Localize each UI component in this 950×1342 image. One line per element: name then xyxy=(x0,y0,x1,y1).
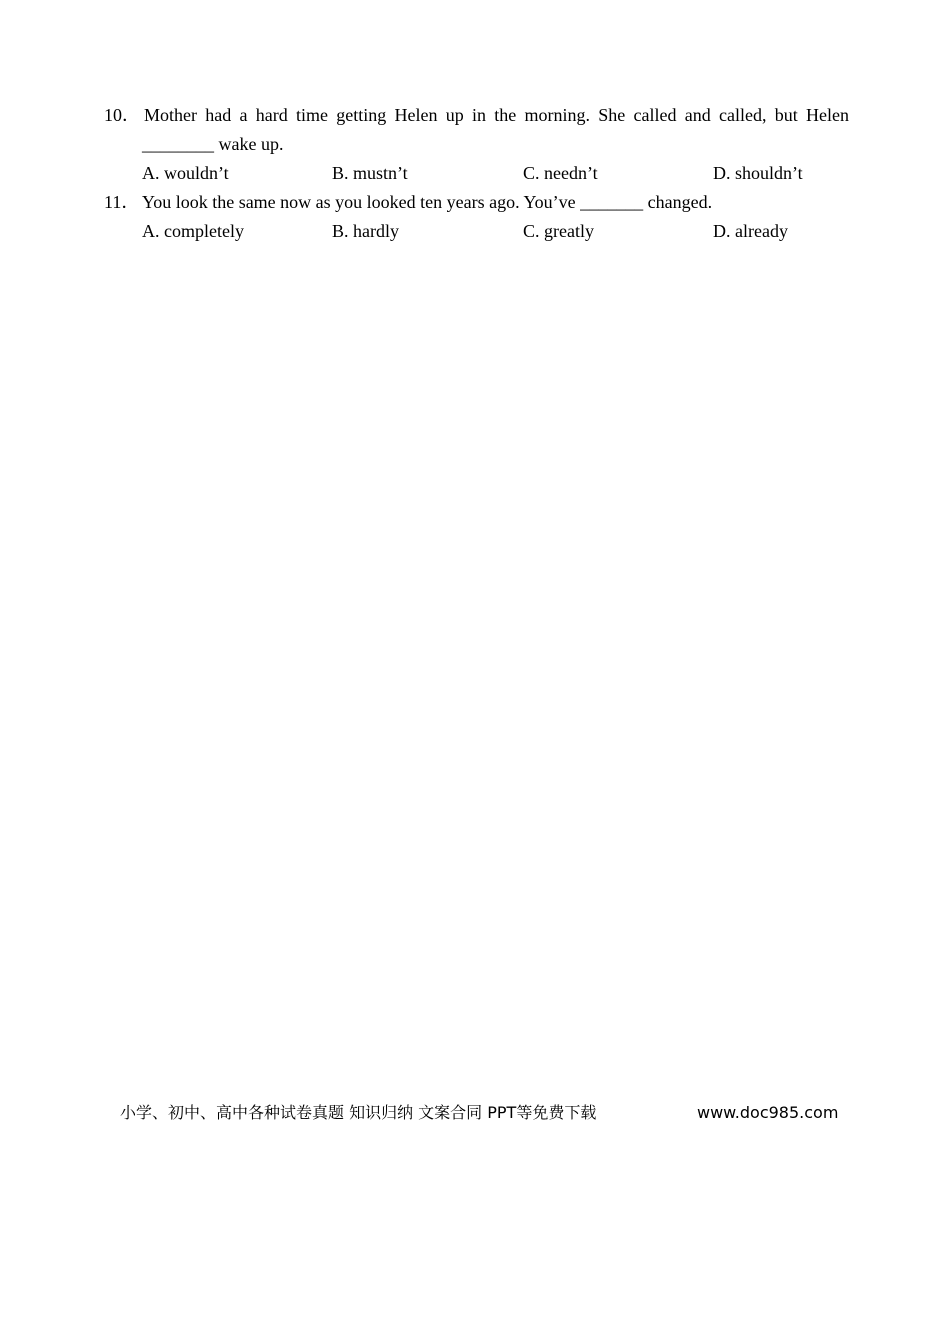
option-d: D. already xyxy=(713,221,788,241)
answer-options xyxy=(142,159,849,188)
question-11 xyxy=(104,188,849,246)
answer-options xyxy=(142,217,849,246)
question-text-line-1: Mother had a hard time getting Helen up in the morning. She called and called, but Helen xyxy=(144,105,849,125)
option-c: C. needn’t xyxy=(523,163,598,183)
option-c: C. greatly xyxy=(523,221,594,241)
option-d: D. shouldn’t xyxy=(713,163,803,183)
question-number: 10． xyxy=(104,105,140,125)
footer-url: www.doc985.com xyxy=(697,1103,839,1122)
question-text-line-1: You look the same now as you looked ten years ago. You’ve _______ changed. xyxy=(142,192,713,212)
page-footer xyxy=(120,1100,840,1126)
footer-text: 小学、初中、高中各种试卷真题 知识归纳 文案合同 PPT等免费下载 xyxy=(120,1103,597,1122)
question-stem xyxy=(104,188,849,217)
question-text-line-2: ________ wake up. xyxy=(142,134,284,154)
option-b: B. hardly xyxy=(332,221,399,241)
option-a: A. completely xyxy=(142,221,244,241)
question-number: 11． xyxy=(104,192,140,212)
option-b: B. mustn’t xyxy=(332,163,408,183)
question-10 xyxy=(104,101,849,188)
question-stem xyxy=(104,101,849,130)
option-a: A. wouldn’t xyxy=(142,163,229,183)
